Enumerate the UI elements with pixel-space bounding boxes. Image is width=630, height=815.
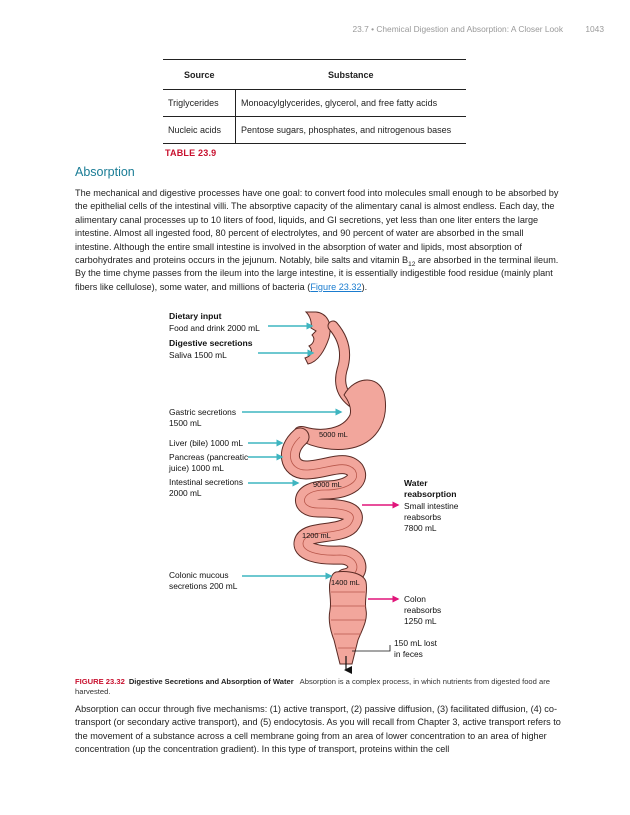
feces-label-2: in feces [394,649,423,659]
table-cell: Nucleic acids [163,117,236,144]
water-reabsorption-title-2: reabsorption [404,489,457,499]
vitamin-subscript: 12 [408,260,416,268]
column-header-substance: Substance [236,60,467,90]
digestive-secretions-title: Digestive secretions [169,338,253,348]
liver-label: Liver (bile) 1000 mL [169,438,244,448]
figure-caption [75,677,562,697]
table-cell: Pentose sugars, phosphates, and nitrogenous bases [236,117,467,144]
water-reabsorption-title-1: Water [404,478,428,488]
running-title: 23.7 • Chemical Digestion and Absorption: A Closer Look [352,24,564,34]
paragraph-1-text-a: The mechanical and digestive processes have one goal: to convert food into molecules small enough to be absorbed by the epithelial cells of the intestinal villi. The absorptive capacity of the alimentary canal is almost endless. Each day, the alimentary canal processes up to 10 liters of food, liquids, and GI secretions, yet less than one liter enters the large intestine. Almost all ingested food, 80 percent of electrolytes, and 90 percent of water are absorbed in the small intestine. Although the entire small intestine is involved in the absorption of water and lipids, most absorption of carbohydrates and proteins occurs in the jejunum. Notably, bile salts and vitamin B [75,188,559,266]
colonic-label-2: secretions 200 mL [169,581,238,591]
intestinal-label-2: 2000 mL [169,488,202,498]
paragraph-1-text-c: ). [361,281,368,292]
colon-label-2: reabsorbs [404,605,442,615]
paragraph-1-text-b: are absorbed in the terminal ileum. By the time chyme passes from the ileum into the large intestine, it is essentially indigestible food residue (mainly plant fibers like cellulose), some water, and millions of bacteria ( [75,255,559,292]
small-intestine-label-1: Small intestine [404,501,459,511]
paragraph-2: Absorption can occur through five mechanisms: (1) active transport, (2) passive diffusion, (3) facilitated diffusion, (4) co-transport (or secondary active transport), and (5) endocytosis. As you will recall from Chapter 3, active transport refers to the movement of a substance across a cell membrane going from an area of lower concentration to an area of higher concentration (up the concentration gradient). In this type of transport, proteins within the cell [75,704,561,755]
colon-label-3: 1250 mL [404,616,437,626]
figure-caption-text: Absorption is a complex process, in which nutrients from digested food are harvested. [75,677,550,696]
figure-number: FIGURE 23.32 [75,677,125,686]
volume-1200-label: 1200 mL [302,531,331,540]
volume-9000-label: 9000 mL [313,480,342,489]
column-header-source: Source [163,60,236,90]
pancreas-label-1: Pancreas (pancreatic [169,452,249,462]
small-intestine-label-2: reabsorbs [404,512,442,522]
section-heading: Absorption [75,165,135,179]
feces-label-1: 150 mL lost [394,638,437,648]
colonic-label-1: Colonic mucous [169,570,229,580]
colon-label-1: Colon [404,594,426,604]
gastric-label-2: 1500 mL [169,418,202,428]
volume-1400-label: 1400 mL [331,578,360,587]
gastric-label-1: Gastric secretions [169,407,237,417]
food-label: Food and drink 2000 mL [169,323,260,333]
intestinal-label-1: Intestinal secretions [169,477,244,487]
figure-link[interactable]: Figure 23.32 [310,281,362,292]
table-cell: Triglycerides [163,90,236,117]
pancreas-label-2: juice) 1000 mL [169,463,224,473]
volume-5000-label: 5000 mL [319,430,348,439]
face-profile [305,312,330,364]
figure-title: Digestive Secretions and Absorption of Water [128,677,294,686]
page-number: 1043 [585,24,604,34]
table-caption: TABLE 23.9 [165,148,217,158]
dietary-input-title: Dietary input [169,311,222,321]
feces-leader-line [352,645,390,651]
small-intestine-label-3: 7800 mL [404,523,437,533]
saliva-label: Saliva 1500 mL [169,350,227,360]
table-cell: Monoacylglycerides, glycerol, and free fatty acids [236,90,467,117]
